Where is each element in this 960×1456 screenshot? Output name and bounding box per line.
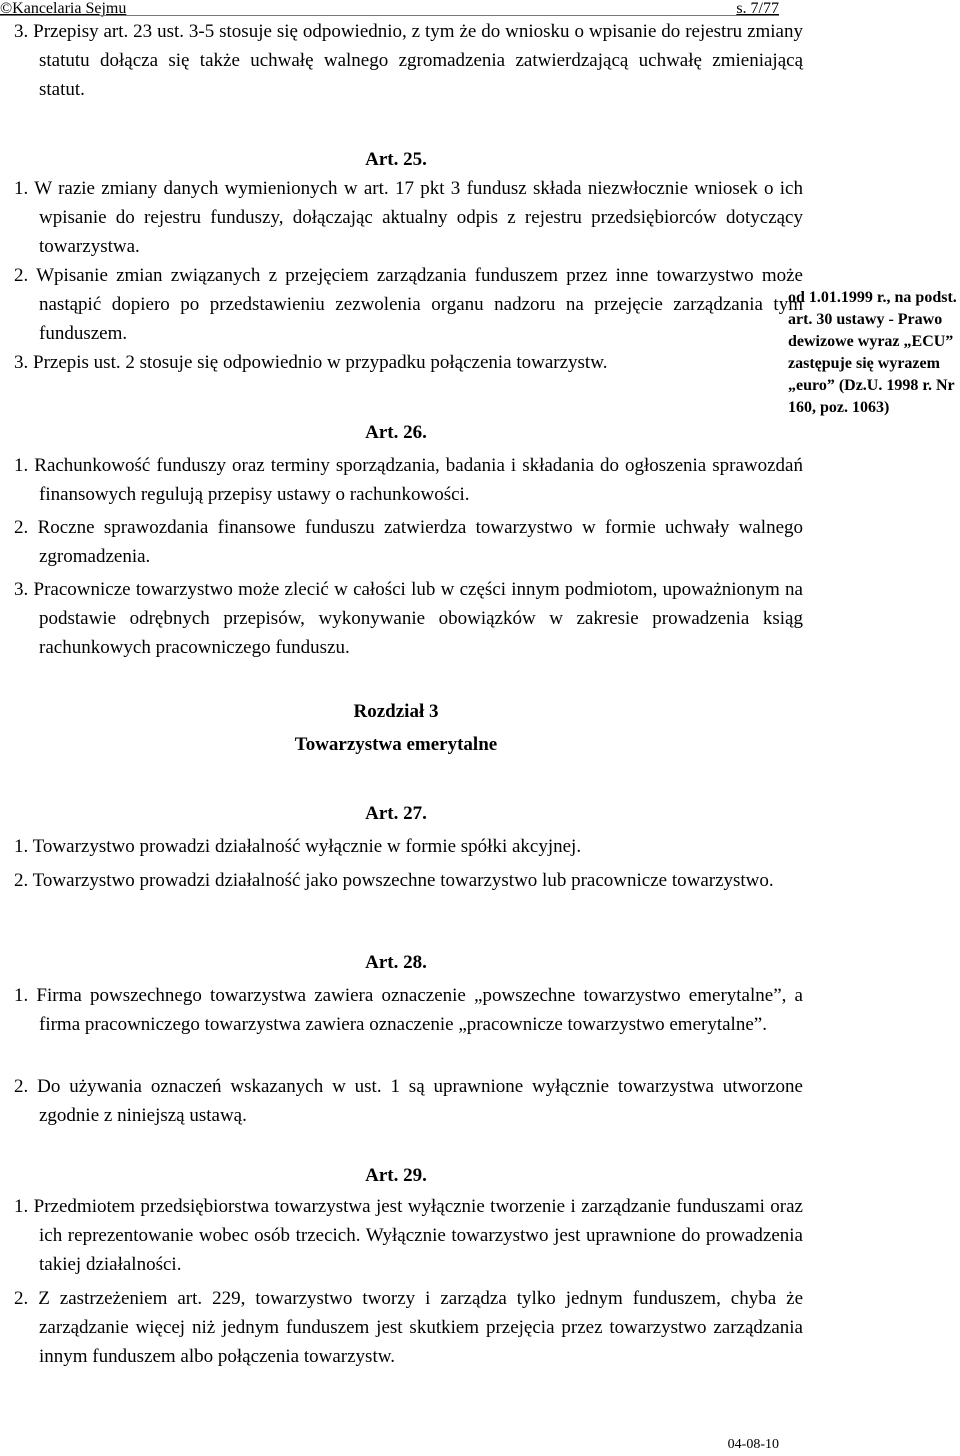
side-note: od 1.01.1999 r., na podst. art. 30 ustawy - Prawo dewizowe wyraz „ECU” zastępuje się wyrazem „euro” (Dz.U. 1998 r. Nr 160, poz. 1063) (788, 289, 957, 416)
paragraph: 3. Przepisy art. 23 ust. 3-5 stosuje się odpowiednio, z tym że do wniosku o wpisanie do rejestru zmiany statutu dołącza się także uchwałę walnego zgromadzenia zatwierdzającą uchwałę zmieniającą statut. (14, 21, 803, 100)
paragraph: 2. Roczne sprawozdania finansowe funduszu zatwierdza towarzystwo w formie uchwały walnego zgromadzenia. (14, 517, 803, 567)
paragraph: 1. W razie zmiany danych wymienionych w art. 17 pkt 3 fundusz składa niezwłocznie wniosek o ich wpisanie do rejestru funduszy, dołączając aktualny odpis z rejestru przedsiębiorców dotyczący towarzystwa. (14, 178, 803, 257)
footer-date: 04-08-10 (727, 1437, 779, 1452)
article-heading: Art. 25. (365, 149, 427, 170)
source-link[interactable]: ©Kancelaria Sejmu (0, 0, 127, 17)
article-heading: Art. 27. (365, 803, 427, 824)
article-heading: Art. 26. (365, 422, 427, 443)
paragraph: 1. Towarzystwo prowadzi działalność wyłącznie w formie spółki akcyjnej. (14, 836, 582, 857)
article-heading: Art. 29. (365, 1165, 427, 1186)
paragraph: 2. Towarzystwo prowadzi działalność jako powszechne towarzystwo lub pracownicze towarzystwo. (14, 870, 774, 891)
paragraph: 2. Z zastrzeżeniem art. 229, towarzystwo tworzy i zarządza tylko jednym funduszem, chyba że zarządzanie więcej niż jednym funduszem jest skutkiem przejęcia przez towarzystwo zarządzania innym funduszem albo połączenia towarzystw. (14, 1288, 803, 1367)
chapter-number: Rozdział 3 (353, 701, 439, 722)
article-heading: Art. 28. (365, 952, 427, 973)
paragraph: 1. Firma powszechnego towarzystwa zawiera oznaczenie „powszechne towarzystwo emerytalne”, a firma pracowniczego towarzystwa zawiera oznaczenie „pracownicze towarzystwo emerytalne”. (14, 985, 803, 1035)
paragraph: 3. Pracownicze towarzystwo może zlecić w całości lub w części innym podmiotom, upoważnionym na podstawie odrębnych przepisów, wykonywanie obowiązków w zakresie prowadzenia ksiąg rachunkowych pracowniczego funduszu. (14, 579, 803, 658)
paragraph: 1. Rachunkowość funduszy oraz terminy sporządzania, badania i składania do ogłoszenia sprawozdań finansowych regulują przepisy ustawy o rachunkowości. (14, 455, 803, 505)
page-number-link[interactable]: s. 7/77 (736, 0, 779, 17)
paragraph: 1. Przedmiotem przedsiębiorstwa towarzystwa jest wyłącznie tworzenie i zarządzanie funduszami oraz ich reprezentowanie wobec osób trzecich. Wyłącznie towarzystwo jest uprawnione do prowadzenia takiej działalności. (14, 1196, 803, 1275)
paragraph: 2. Do używania oznaczeń wskazanych w ust. 1 są uprawnione wyłącznie towarzystwa utworzone zgodnie z niniejszą ustawą. (14, 1076, 803, 1126)
header-rule (0, 15, 779, 16)
chapter-title: Towarzystwa emerytalne (294, 734, 498, 755)
paragraph: 2. Wpisanie zmian związanych z przejęciem zarządzania funduszem przez inne towarzystwo może nastąpić dopiero po przedstawieniu zezwolenia organu nadzoru na przejęcie zarządzania tym funduszem. (14, 265, 803, 344)
paragraph: 3. Przepis ust. 2 stosuje się odpowiednio w przypadku połączenia towarzystw. (14, 352, 608, 373)
